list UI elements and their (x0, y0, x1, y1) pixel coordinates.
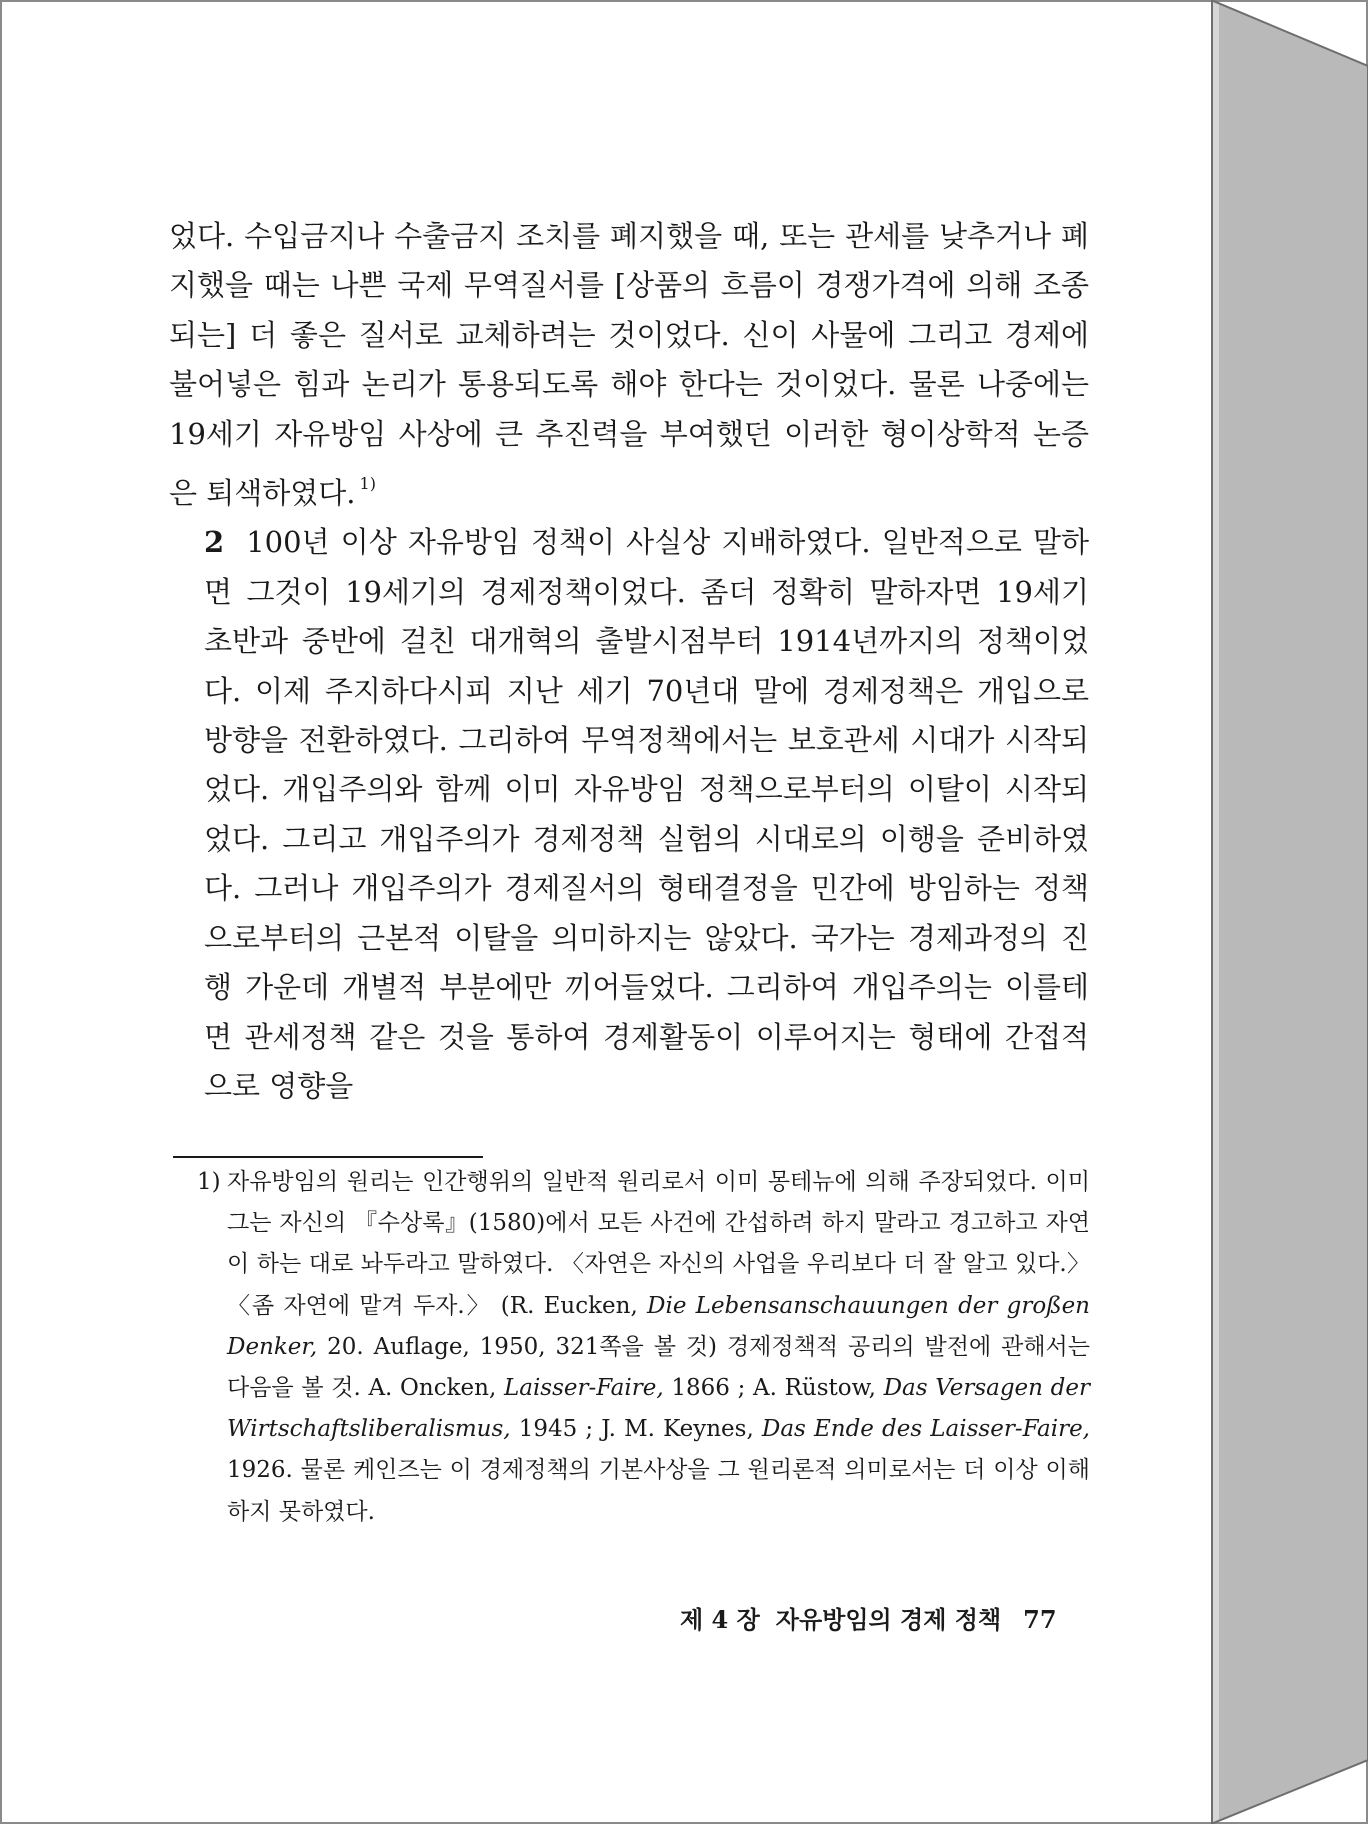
footnote-1 (197, 1162, 1090, 1533)
footnote-book-title-2: Laisser-Faire, (503, 1375, 664, 1402)
footnote-book-title-4: Das Ende des Laisser-Faire, (761, 1416, 1090, 1443)
footnote-book-title-3: Das Versagen der Wirtschaftsliberalismus, (227, 1375, 1090, 1443)
chapter-label: 제 4 장 (680, 1605, 760, 1634)
paragraph-1-text: 었다. 수입금지나 수출금지 조치를 폐지했을 때, 또는 관세를 낮추거나 폐지했을 때는 나쁜 국제 무역질서를 [상품의 흐름이 경쟁가격에 의해 조종되는] 더 좋은 질서로 교체하려는 것이었다. 신이 사물에 그리고 경제에 불어넣은 힘과 논리가 통용되도록 해야 한다는 것이었다. 물론 나중에는 19세기 자유방임 사상에 큰 추진력을 부여했던 이러한 형이상학적 논증은 퇴색하였다. (169, 219, 1089, 511)
footnote-text-part-2: 20. Auflage, 1950, 321쪽을 볼 것) 경제정책적 공리의 발전에 관해서는 다음을 볼 것. A. Oncken, (227, 1333, 1090, 1402)
footnote-text-part-1: 자유방임의 원리는 인간행위의 일반적 원리로서 이미 몽테뉴에 의해 주장되었다. 이미 그는 자신의 『수상록』(1580)에서 모든 사건에 간섭하려 하지 말라고 경고하고 자연이 하는 대로 놔두라고 말하였다. 〈자연은 자신의 사업을 우리보다 더 잘 알고 있다.〉〈좀 자연에 맡겨 두자.〉 (R. Eucken, (227, 1169, 1090, 1319)
paragraph-1 (169, 212, 1089, 518)
book-side-edge (1211, 0, 1368, 1824)
footnote-text-part-3: 1866 ; A. Rüstow, (663, 1375, 884, 1402)
footnotes (197, 1162, 1090, 1533)
footnote-divider (173, 1156, 483, 1158)
footnote-text-part-5: 1926. 물론 케인즈는 이 경제정책의 기본사상을 그 원리론적 의미로서는 더 이상 이해하지 못하였다. (227, 1457, 1090, 1525)
paragraph-number: 2 (204, 525, 225, 560)
paragraph-2 (169, 518, 1089, 1111)
footnote-number: 1) (197, 1169, 221, 1195)
footnote-reference: 1) (359, 474, 376, 494)
paragraph-2-text: 100년 이상 자유방임 정책이 사실상 지배하였다. 일반적으로 말하면 그것이 19세기의 경제정책이었다. 좀더 정확히 말하자면 19세기 초반과 중반에 걸친 대개혁의 출발시점부터 1914년까지의 정책이었다. 이제 주지하다시피 지난 세기 70년대 말에 경제정책은 개입으로 방향을 전환하였다. 그리하여 무역정책에서는 보호관세 시대가 시작되었다. 개입주의와 함께 이미 자유방임 정책으로부터의 이탈이 시작되었다. 그리고 개입주의가 경제정책 실험의 시대로의 이행을 준비하였다. 그러나 개입주의가 경제질서의 형태결정을 민간에 방임하는 정책으로부터의 근본적 이탈을 의미하지는 않았다. 국가는 경제과정의 진행 가운데 개별적 부분에만 끼어들었다. 그리하여 개입주의는 이를테면 관세정책 같은 것을 통하여 경제활동이 이루어지는 형태에 간접적으로 영향을 (204, 525, 1089, 1103)
running-footer (680, 1600, 1080, 1635)
footnote-book-title-1: Die Lebensanschauungen der großen Denker, (227, 1292, 1090, 1360)
page-number: 77 (1023, 1605, 1057, 1634)
body-text (169, 212, 1089, 1111)
chapter-title: 자유방임의 경제 정책 (775, 1605, 1002, 1634)
footnote-text-part-4: 1945 ; J. M. Keynes, (510, 1416, 762, 1443)
